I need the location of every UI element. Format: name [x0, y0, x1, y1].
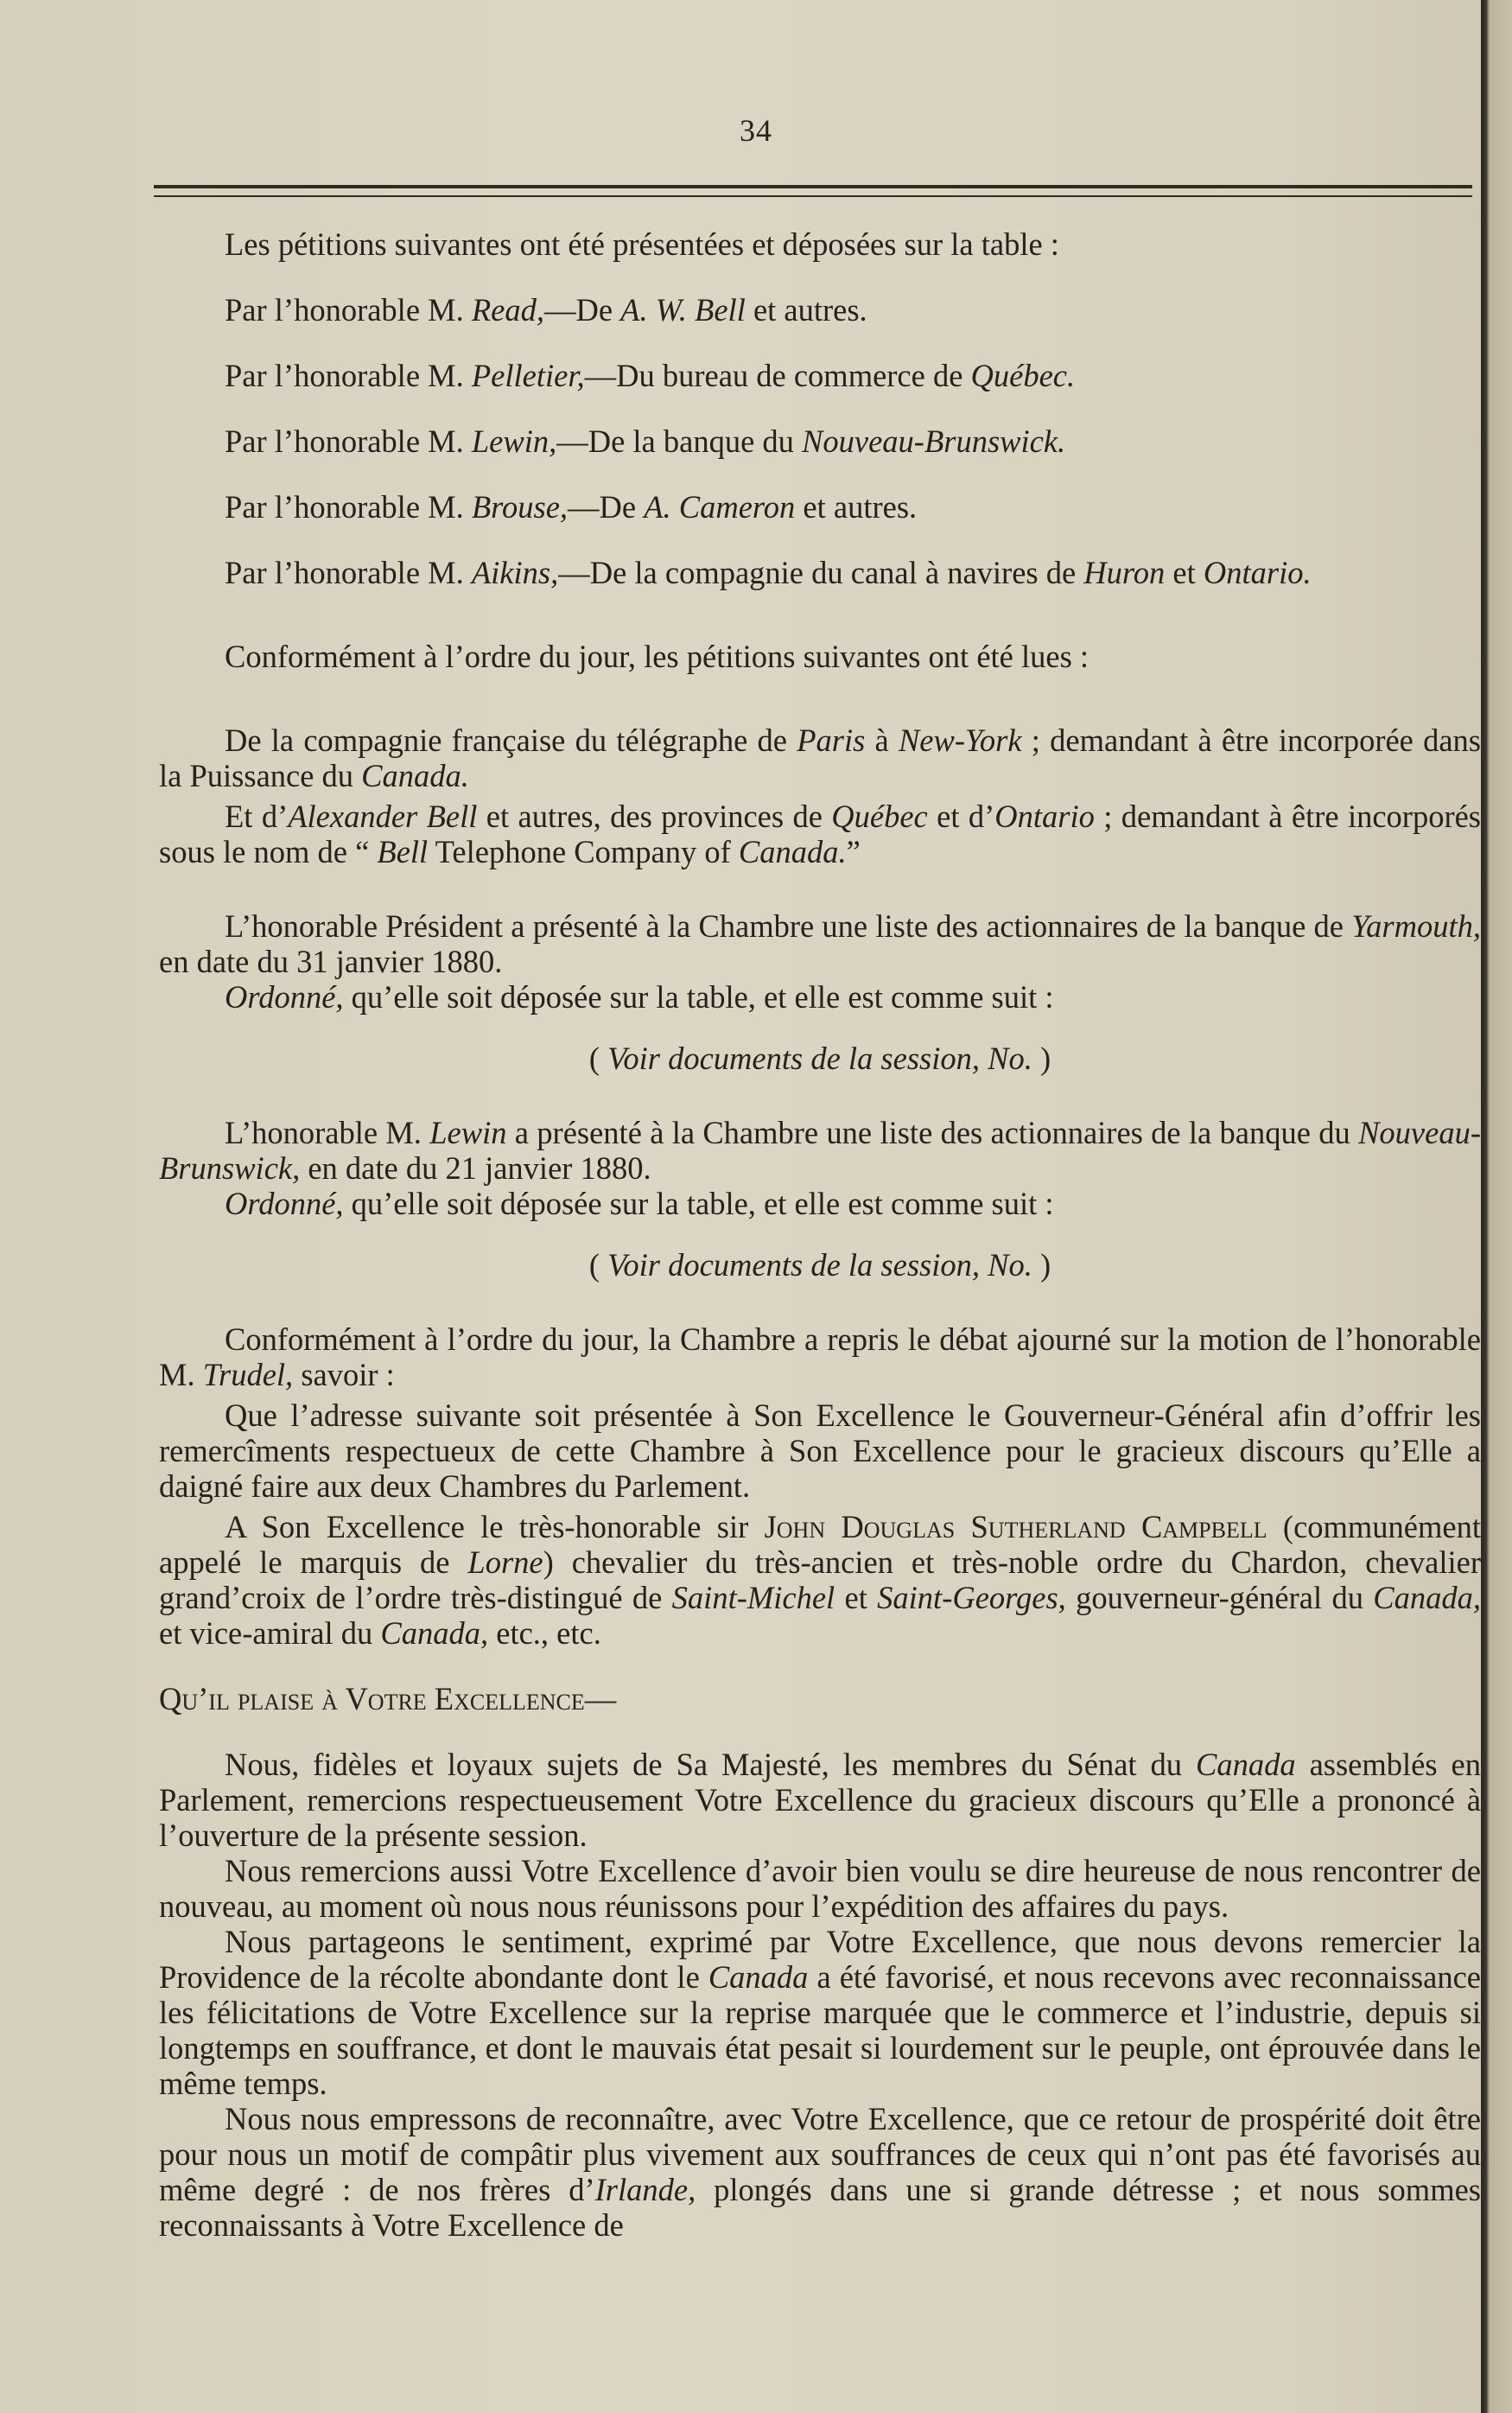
debate-paragraph: Conformément à l’ordre du jour, la Chambre a repris le débat ajourné sur la motion de l’honorable M. Trudel, savoir :	[159, 1321, 1481, 1392]
salutation-paragraph: A Son Excellence le très-honorable sir John Douglas Sutherland Campbell (communément appelé le marquis de Lorne) chevalier du très-ancien et très-noble ordre du Chardon, chevalier grand’croix de l’ordre très-distingué de Saint-Michel et Saint-Georges, gouverneur-général du Canada, et vice-amiral du Canada, etc., etc.	[159, 1509, 1481, 1651]
page-body	[159, 226, 1481, 2243]
petition-item: Par l’honorable M. Brouse,—De A. Cameron et autres.	[225, 489, 918, 525]
address-paragraph: Nous, fidèles et loyaux sujets de Sa Majesté, les membres du Sénat du Canada assemblés en Parlement, remercions respectueusement Votre Excellence du gracieux discours qu’Elle a prononcé à l’ouverture de la présente session.	[159, 1747, 1481, 1853]
petition-item: Par l’honorable M. Read,—De A. W. Bell et autres.	[225, 292, 867, 328]
address-intro-paragraph: Que l’adresse suivante soit présentée à Son Excellence le Gouverneur-Général afin d’offrir les remercîments respectueux de cette Chambre à Son Excellence pour le gracieux discours qu’Elle a daigné faire aux deux Chambres du Parlement.	[159, 1398, 1481, 1504]
ordonne-paragraph: Ordonné, qu’elle soit déposée sur la table, et elle est comme suit :	[225, 1186, 1054, 1221]
address-paragraph: Nous partageons le sentiment, exprimé par Votre Excellence, que nous devons remercier la Providence de la récolte abondante dont le Canada a été favorisé, et nous recevons avec reconnaissance les félicitations de Votre Excellence sur la reprise marquée que le commerce et l’industrie, depuis si longtemps en souffrance, et dont le mauvais état pesait si lourdement sur le peuple, ont éprouvée dans le même temps.	[159, 1924, 1481, 2101]
session-documents-reference: ( Voir documents de la session, No. )	[588, 1247, 1051, 1283]
address-paragraph: Nous nous empressons de reconnaître, avec Votre Excellence, que ce retour de prospérité doit être pour nous un motif de compâtir plus vivement aux souffrances de ceux qui n’ont pas été favorisés au même degré : de nos frères d’Irlande, plongés dans une si grande détresse ; et nous sommes reconnaissants à Votre Excellence de	[159, 2101, 1481, 2243]
address-paragraph: Nous remercions aussi Votre Excellence d’avoir bien voulu se dire heureuse de nous rencontrer de nouveau, au moment où nous nous réunissons pour l’expédition des affaires du pays.	[159, 1853, 1481, 1924]
read-intro: Conformément à l’ordre du jour, les pétitions suivantes ont été lues :	[225, 639, 1090, 674]
petition-item: Par l’honorable M. Pelletier,—Du bureau de commerce de Québec.	[225, 358, 1076, 393]
lewin-list-paragraph: L’honorable M. Lewin a présenté à la Chambre une liste des actionnaires de la banque du Nouveau-Brunswick, en date du 21 janvier 1880.	[159, 1115, 1481, 1186]
petition-item: Par l’honorable M. Lewin,—De la banque du Nouveau-Brunswick.	[225, 423, 1066, 459]
plaise-heading: Qu’il plaise à Votre Excellence—	[159, 1681, 617, 1716]
read-item: Et d’Alexander Bell et autres, des provinces de Québec et d’Ontario ; demandant à être incorporés sous le nom de “ Bell Telephone Company of Canada.”	[159, 799, 1482, 869]
session-documents-reference: ( Voir documents de la session, No. )	[588, 1041, 1051, 1076]
ordonne-paragraph: Ordonné, qu’elle soit déposée sur la table, et elle est comme suit :	[225, 979, 1054, 1015]
petition-item: Par l’honorable M. Aikins,—De la compagnie du canal à navires de Huron et Ontario.	[225, 555, 1312, 590]
read-item: De la compagnie française du télégraphe de Paris à New-York ; demandant à être incorporée dans la Puissance du Canada.	[159, 723, 1482, 793]
page-number: 34	[740, 113, 772, 148]
header-rule-thick	[154, 185, 1472, 188]
petitions-intro: Les pétitions suivantes ont été présentées et déposées sur la table :	[225, 226, 1059, 262]
president-list-paragraph: L’honorable Président a présenté à la Chambre une liste des actionnaires de la banque de Yarmouth, en date du 31 janvier 1880.	[159, 908, 1481, 979]
header-rule-thin	[154, 195, 1472, 197]
book-spine-shadow	[1481, 0, 1512, 2413]
